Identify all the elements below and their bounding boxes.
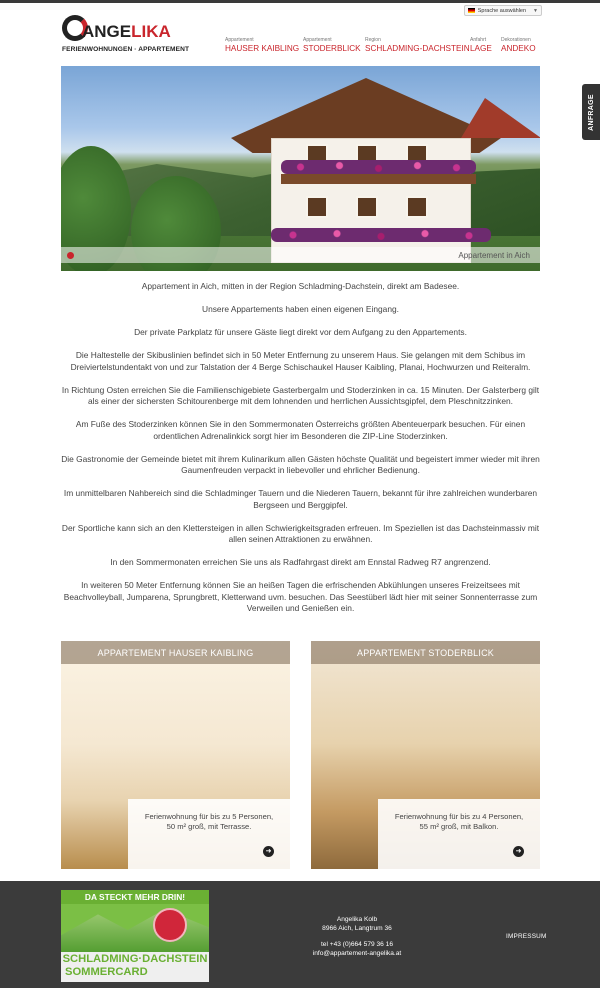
intro-paragraph: In Richtung Osten erreichen Sie die Familienschigebiete Gasterbergalm und Stoderzinken in ca. 15 Minuten. Der Galsterberg gilt als einer der sichersten Schitourenberge mit dem lohnenden und herrlichen Aussichtsgipfel, dem Pleschnitzzinken. (61, 384, 540, 406)
intro-paragraph: Unsere Appartements haben einen eigenen Eingang. (202, 304, 399, 314)
card-description: Ferienwohnung für bis zu 5 Personen, 50 m² groß, mit Terrasse. (128, 799, 290, 869)
nav-item-stoderblick[interactable] (303, 37, 361, 54)
premium-seal-icon (153, 908, 187, 942)
language-selector[interactable] (464, 5, 542, 16)
contact-email[interactable]: info@appartement-angelika.at (312, 950, 402, 957)
nav-item-kicker: Dekorationen (501, 37, 531, 43)
intro-paragraph: Appartement in Aich, mitten in der Region Schladming-Dachstein, direkt am Badesee. (141, 281, 460, 291)
slider-dots (67, 252, 74, 259)
nav-item-kicker: Anfahrt (470, 37, 487, 43)
nav-item-label: SCHLADMING-DACHSTEIN (365, 44, 470, 53)
nav-item-label: HAUSER KAIBLING (225, 44, 300, 53)
german-flag-icon (468, 8, 475, 13)
intro-paragraph: Die Haltestelle der Skibuslinien befindet sich in 50 Meter Entfernung zu unserem Haus. Sie gelangen mit dem Schibus im Dreiviertelstundentakt von und zur Talstation der 4 Berge Schischaukel Hauser Kaibling, Planai, Hochwurzen und Reiteralm. (70, 350, 531, 372)
nav-item-label: STODERBLICK (303, 44, 361, 53)
footer (0, 881, 600, 988)
impressum-link[interactable]: IMPRESSUM (506, 933, 547, 940)
card-description: Ferienwohnung für bis zu 4 Personen, 55 m² groß, mit Balkon. (378, 799, 540, 869)
contact-name: Angelika Kolb (336, 916, 378, 923)
sommercard-line2: SOMMERCARD (65, 966, 148, 978)
logo-wordmark: ANGELIKA (82, 22, 171, 41)
sommercard-banner[interactable] (61, 890, 209, 982)
contact-phone[interactable]: tel +43 (0)664 579 36 16 (320, 941, 394, 948)
contact-address: 8966 Aich, Langtrum 36 (322, 925, 392, 932)
nav-item-hauser-kaibling[interactable] (225, 37, 299, 54)
logo-tagline: FERIENWOHNUNGEN · APPARTEMENT (62, 46, 190, 53)
intro-paragraph: Der Sportliche kann sich an den Klettersteigen in allen Schwierigkeitsgraden erfreuen. Im Speziellen ist das Dachsteinmassiv mit allen seinen Attraktionen zu erwähnen. (61, 522, 540, 544)
intro-paragraph: Die Gastronomie der Gemeinde bietet mit ihrem Kulinarikum allen Gästen höchste Qualität und begeistert immer wieder mit ihren Gaumenfreuden verpackt in liebevoller und ehrlicher Bedienung. (61, 453, 540, 475)
nav-item-kicker: Appartement (225, 37, 254, 43)
nav-item-kicker: Appartement (303, 37, 332, 43)
nav-item-lage[interactable] (470, 37, 492, 54)
sommercard-line1: SCHLADMING·DACHSTEIN (62, 953, 208, 965)
intro-paragraph: In den Sommermonaten erreichen Sie uns als Radfahrgast direkt am Ennstal Radweg R7 angrenzend. (110, 557, 491, 567)
anfrage-tab-label: ANFRAGE (587, 93, 595, 131)
nav-item-label: LAGE (470, 44, 492, 53)
language-selector-label: Sprache auswählen (477, 7, 527, 14)
slide-caption: Appartement in Aich (61, 247, 540, 263)
anfrage-tab[interactable] (582, 84, 600, 140)
intro-paragraph: In weiteren 50 Meter Entfernung können Sie an heißen Tagen die erfrischenden Abkühlungen unseres Freizeitsees mit Beachvolleyball, Jumparena, Sprungbrett, Kletterwand uvm. besuchen. Das Seestüberl lädt hier mit seiner Sonnenterrasse zum Verweilen und Genießen ein. (63, 580, 538, 613)
top-bar (0, 0, 600, 3)
card-title[interactable]: APPARTEMENT HAUSER KAIBLING (61, 641, 290, 664)
nav-item-andeko[interactable] (501, 37, 536, 54)
nav-item-kicker: Region (365, 37, 381, 43)
nav-item-label: ANDEKO (501, 44, 536, 53)
card-stoderblick[interactable] (311, 641, 540, 869)
card-title[interactable]: APPARTEMENT STODERBLICK (311, 641, 540, 664)
card-hauser-kaibling[interactable] (61, 641, 290, 869)
slide-house (231, 78, 501, 263)
intro-text (60, 281, 541, 626)
arrow-right-icon[interactable]: ➜ (263, 846, 274, 857)
hero-slider[interactable] (61, 66, 540, 271)
nav-item-region[interactable] (365, 37, 470, 54)
intro-paragraph: Im unmittelbaren Nahbereich sind die Schladminger Tauern und die Niederen Tauern, bekannt für ihre zahlreichen wunderbaren Bergseen und Berggipfel. (63, 488, 538, 510)
sommercard-hills (61, 904, 209, 956)
intro-paragraph: Am Fuße des Stoderzinken können Sie in den Sommermonaten Österreichs größten Abenteuerpark besuchen. Für einen ordentlichen Adrenalinkick sorgt hier im Besonderen die ZIP-Line Stoderzinken. (75, 419, 526, 441)
intro-paragraph: Der private Parkplatz für unsere Gäste liegt direkt vor dem Aufgang zu den Appartements. (134, 327, 467, 337)
slider-dot[interactable] (67, 252, 74, 259)
chevron-down-icon: ▼ (533, 7, 538, 14)
arrow-right-icon[interactable]: ➜ (513, 846, 524, 857)
sommercard-banner-text: DA STECKT MEHR DRIN! (61, 890, 209, 904)
contact-block (296, 915, 418, 958)
main-nav (0, 37, 600, 57)
